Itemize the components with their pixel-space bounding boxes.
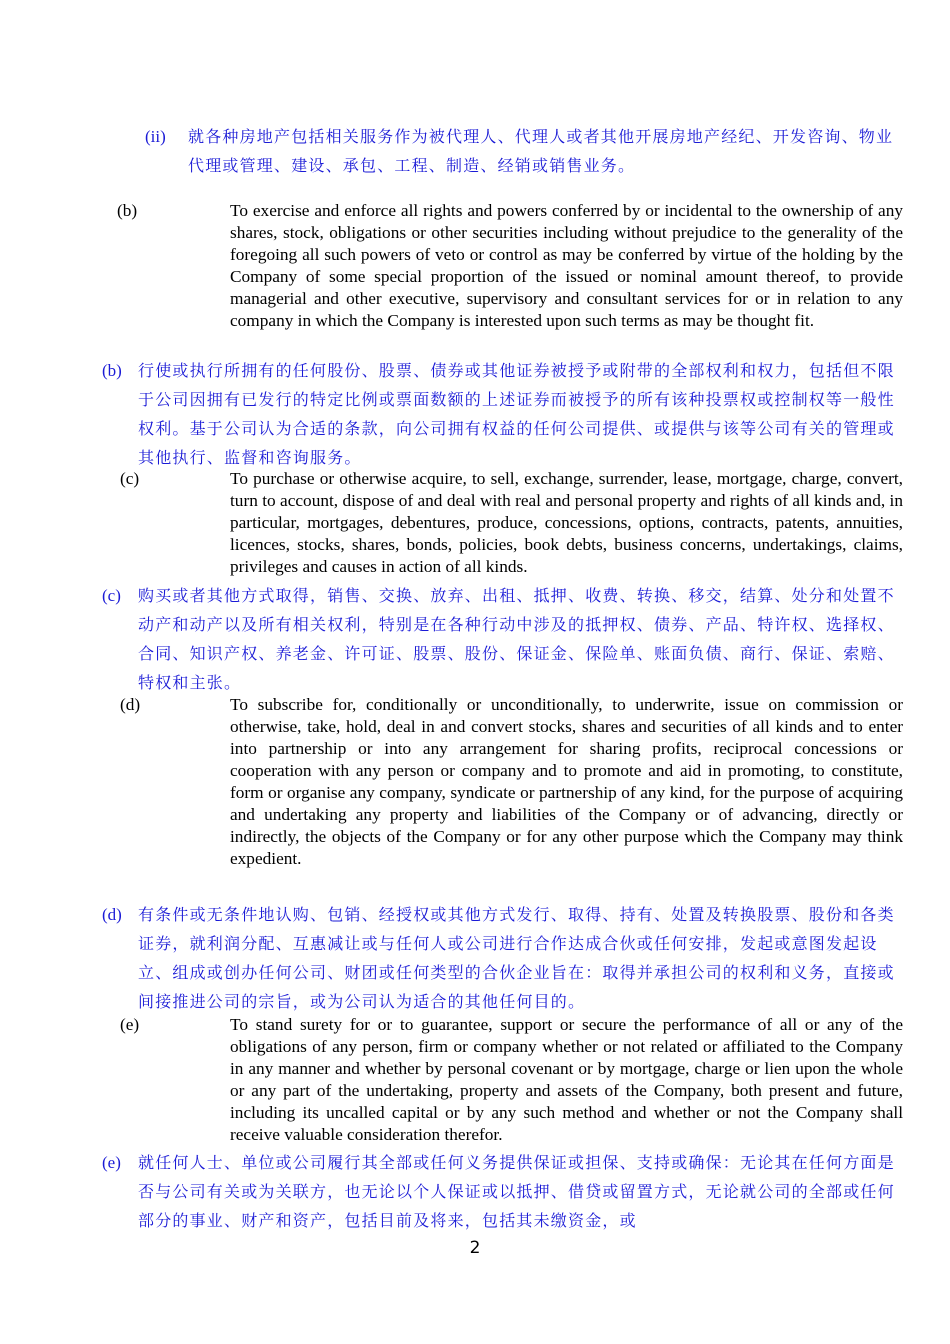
clause-label: (ii)	[145, 127, 166, 146]
clause-e-zh	[102, 1148, 912, 1238]
clause-text: 行使或执行所拥有的任何股份、股票、债券或其他证券被授予或附带的全部权利和权力，包括但不限于公司因拥有已发行的特定比例或票面数额的上述证券而被授予的所有该种投票权或控制权等一般性权利。基于公司认为合适的条款，向公司拥有权益的任何公司提供、或提供与该等公司有关的管理或其他执行、监督和咨询服务。	[138, 361, 895, 467]
clause-text: To purchase or otherwise acquire, to sell, exchange, surrender, lease, mortgage, charge, convert, turn to account, dispose of and deal with real and personal property and rights of all kinds and, in particular, mortgages, debentures, produce, concessions, options, contracts, patents, annuities, licences, stocks, shares, bonds, policies, book debts, business concerns, undertakings, claims, privileges and causes in action of all kinds.	[230, 469, 903, 576]
clause-c-zh	[102, 581, 912, 697]
clause-text: To stand surety for or to guarantee, support or secure the performance of all or any of the obligations of any person, firm or company whether or not related or affiliated to the Company in any manner and whether by personal covenant or by mortgage, charge or lien upon the whole or any part of the undertaking, property and assets of the Company, both present and future, including its uncalled capital or by any such method and whether or not the Company shall receive valuable consideration therefor.	[230, 1015, 903, 1144]
clause-b-zh	[102, 356, 912, 472]
clause-text: 有条件或无条件地认购、包销、经授权或其他方式发行、取得、持有、处置及转换股票、股份和各类证券，就利润分配、互惠减让或与任何人或公司进行合作达成合伙或任何安排，发起或意图发起设立、组成或创办任何公司、财团或任何类型的合伙企业旨在：取得并承担公司的权利和义务，直接或间接推进公司的宗旨，或为公司认为适合的其他任何目的。	[138, 905, 895, 1011]
clause-d-zh	[102, 900, 912, 1016]
clause-text: 就各种房地产包括相关服务作为被代理人、代理人或者其他开展房地产经纪、开发咨询、物业代理或管理、建设、承包、工程、制造、经销或销售业务。	[188, 127, 894, 175]
clause-c-en	[0, 468, 950, 580]
clause-label: (d)	[120, 695, 141, 714]
clause-text: To exercise and enforce all rights and powers conferred by or incidental to the ownership of any shares, stock, obligations or other securities including without prejudice to the generality of the foregoing all such powers of veto or control as may be conferred by virtue of the holding by the Company of some special proportion of the issued or nominal amount thereof, to provide managerial and other executive, supervisory and consultant services for or in relation to any company in which the Company is interested upon such terms as may be thought fit.	[230, 201, 903, 330]
page-number: 2	[469, 1238, 481, 1258]
clause-b-en	[0, 200, 950, 356]
clause-label: (c)	[120, 469, 140, 488]
clause-label: (d)	[102, 905, 122, 924]
clause-e-en	[0, 1014, 950, 1148]
clause-ii-zh	[145, 122, 895, 182]
clause-label: (b)	[102, 361, 122, 380]
clause-label: (e)	[102, 1153, 121, 1172]
clause-label: (c)	[102, 586, 121, 605]
clause-text: 就任何人士、单位或公司履行其全部或任何义务提供保证或担保、支持或确保：无论其在任何方面是否与公司有关或为关联方，也无论以个人保证或以抵押、借贷或留置方式，无论就公司的全部或任何部分的事业、财产和资产，包括目前及将来，包括其未缴资金，或	[138, 1153, 895, 1230]
clause-d-en	[0, 694, 950, 872]
clause-text: 购买或者其他方式取得，销售、交换、放弃、出租、抵押、收费、转换、移交，结算、处分和处置不动产和动产以及所有相关权利，特别是在各种行动中涉及的抵押权、债券、产品、特许权、选择权、合同、知识产权、养老金、许可证、股票、股份、保证金、保险单、账面负债、商行、保证、索赔、特权和主张。	[138, 586, 895, 692]
clause-label: (b)	[117, 201, 138, 220]
clause-label: (e)	[120, 1015, 140, 1034]
clause-text: To subscribe for, conditionally or unconditionally, to underwrite, issue on commission or otherwise, take, hold, deal in and convert stocks, shares and securities of all kinds and to enter into partnership or into any arrangement for sharing profits, reciprocal concessions or cooperation with any person or company and to promote and aid in promoting, to constitute, form or organise any company, syndicate or partnership of any kind, for the purpose of acquiring and undertaking any property and liabilities of the Company or of advancing, directly or indirectly, the objects of the Company or for any other purpose which the Company may think expedient.	[230, 695, 903, 868]
